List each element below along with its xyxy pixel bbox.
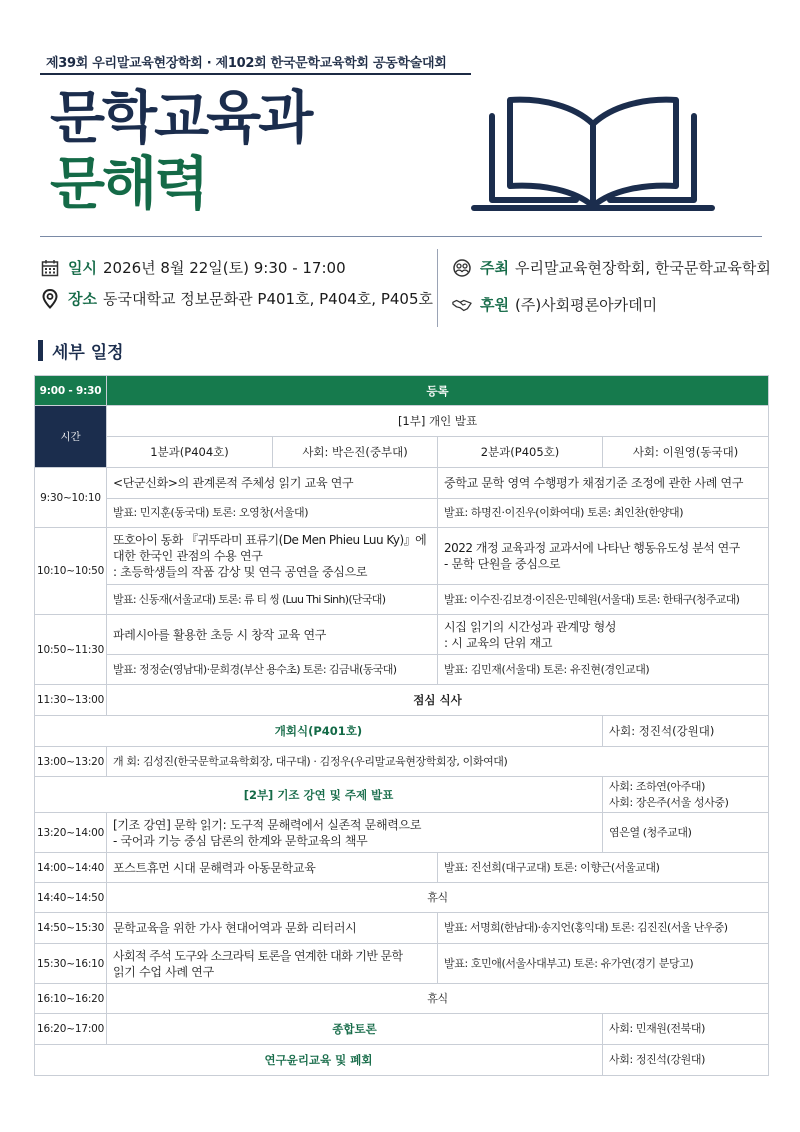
title-line: 또호아이 동화 『귀뚜라미 표류기(De Men Phieu Luu Ky)』에	[113, 533, 427, 547]
table-row	[35, 777, 769, 813]
title-line: 시집 읽기의 시간성과 관계망 형성	[444, 619, 617, 634]
talk-title: 문학교육을 위한 가사 현대어역과 문화 리터러시	[107, 913, 438, 944]
place-info	[40, 288, 433, 309]
time-header: 시간	[35, 406, 107, 468]
talk-time: 14:50~15:30	[35, 913, 107, 944]
table-row	[35, 747, 769, 777]
location-pin-icon	[40, 289, 60, 309]
talk-title	[107, 944, 438, 984]
break-label: 휴식	[107, 883, 769, 913]
talk-presenters: 발표: 서명희(한남대)·송지언(홍익대) 토론: 김진진(서울 난우중)	[438, 913, 769, 944]
session-presenters: 발표: 정정순(영남대)·문희경(부산 용수초) 토론: 김금내(동국대)	[107, 655, 438, 685]
main-divider	[40, 236, 762, 237]
host-info	[452, 257, 771, 278]
session-title: <단군신화>의 관계론적 주체성 읽기 교육 연구	[107, 468, 438, 499]
table-row	[35, 528, 769, 585]
title-line-2: 문해력	[50, 151, 207, 217]
room1-chair: 사회: 박은진(중부대)	[273, 437, 438, 468]
session-title	[107, 528, 438, 585]
keynote-time: 13:20~14:00	[35, 813, 107, 853]
handshake-icon	[452, 295, 472, 315]
table-row	[35, 716, 769, 747]
header-rule	[40, 73, 471, 75]
session-time: 10:50~11:30	[35, 615, 107, 685]
sponsor-value: (주)사회평론아카데미	[514, 296, 658, 314]
part1-title: [1부] 개인 발표	[107, 406, 769, 437]
table-row	[35, 883, 769, 913]
table-row	[35, 944, 769, 984]
discussion-label: 종합토론	[107, 1014, 603, 1045]
part2-chair-2: 사회: 장은주(서울 성사중)	[609, 795, 729, 809]
place-value: 동국대학교 정보문화관 P401호, P404호, P405호	[102, 290, 433, 308]
host-value: 우리말교육현장학회, 한국문학교육학회	[514, 259, 771, 277]
session-title: 중학교 문학 영역 수행평가 채점기준 조정에 관한 사례 연구	[438, 468, 769, 499]
discussion-chair: 사회: 민재원(전북대)	[603, 1014, 769, 1045]
section-bar	[38, 340, 43, 361]
table-row	[35, 685, 769, 716]
table-row	[35, 437, 769, 468]
table-row	[35, 585, 769, 615]
table-row	[35, 615, 769, 655]
date-key: 일시	[68, 259, 97, 277]
room2-chair: 사회: 이원영(동국대)	[603, 437, 769, 468]
event-label: 제39회 우리말교육현장학회 · 제102회 한국문학교육학회 공동학술대회	[46, 56, 447, 71]
session-time: 9:30~10:10	[35, 468, 107, 528]
host-key: 주최	[480, 259, 509, 277]
session-presenters: 발표: 하명진·이진우(이화여대) 토론: 최인찬(한양대)	[438, 499, 769, 528]
session-presenters: 발표: 민지훈(동국대) 토론: 오영창(서울대)	[107, 499, 438, 528]
session-title	[438, 615, 769, 655]
part2-title: [2부] 기조 강연 및 주제 발표	[35, 777, 603, 813]
table-row	[35, 853, 769, 883]
break-label: 휴식	[107, 984, 769, 1014]
title-line: : 시 교육의 단위 재고	[444, 635, 553, 650]
table-row	[35, 1014, 769, 1045]
registration-time: 9:00 - 9:30	[35, 376, 107, 406]
room1-label: 1분과(P404호)	[107, 437, 273, 468]
break-time: 16:10~16:20	[35, 984, 107, 1014]
table-row	[35, 913, 769, 944]
session-presenters: 발표: 김민재(서울대) 토론: 유진현(경인교대)	[438, 655, 769, 685]
opening-speech-time: 13:00~13:20	[35, 747, 107, 777]
calendar-icon	[40, 258, 60, 278]
sponsor-info	[452, 294, 657, 315]
place-key: 장소	[68, 290, 97, 308]
title-line: 2022 개정 교육과정 교과서에 나타난 행동유도성 분석 연구	[444, 541, 740, 555]
lunch-time: 11:30~13:00	[35, 685, 107, 716]
table-row	[35, 813, 769, 853]
part2-chair-1: 사회: 조하연(아주대)	[609, 779, 705, 793]
section-heading	[38, 338, 124, 363]
title-line: 사회적 주석 도구와 소크라틱 토론을 연계한 대화 기반 문학	[113, 948, 403, 963]
talk-title: 포스트휴먼 시대 문해력과 아동문학교육	[107, 853, 438, 883]
keynote-speaker: 염은열 (청주교대)	[603, 813, 769, 853]
table-row	[35, 406, 769, 437]
opening-speech-text: 개 회: 김성진(한국문학교육학회장, 대구대) · 김정우(우리말교육현장학회장, 이화여대)	[107, 747, 769, 777]
keynote-title	[107, 813, 603, 853]
title-line: 대한 한국인 관점의 수용 연구	[113, 549, 263, 563]
session-presenters: 발표: 이수진·김보경·이진은·민혜원(서울대) 토론: 한태구(청주교대)	[438, 585, 769, 615]
session-title: 파레시아를 활용한 초등 시 창작 교육 연구	[107, 615, 438, 655]
talk-time: 14:00~14:40	[35, 853, 107, 883]
people-icon	[452, 258, 472, 278]
registration-label: 등록	[107, 376, 769, 406]
table-row	[35, 468, 769, 499]
info-divider	[437, 249, 438, 327]
title-line: - 국어과 기능 중심 담론의 한계와 문학교육의 책무	[113, 833, 368, 848]
closing-label: 연구윤리교육 및 폐회	[35, 1045, 603, 1076]
section-title: 세부 일정	[52, 343, 124, 363]
title-line: [기조 강연] 문학 읽기: 도구적 문해력에서 실존적 문해력으로	[113, 817, 422, 832]
title-line: - 문학 단원을 중심으로	[444, 557, 561, 571]
table-row	[35, 655, 769, 685]
lunch-label: 점심 식사	[107, 685, 769, 716]
date-info	[40, 257, 346, 278]
part2-chairs	[603, 777, 769, 813]
table-row	[35, 984, 769, 1014]
table-row	[35, 499, 769, 528]
closing-chair: 사회: 정진석(강원대)	[603, 1045, 769, 1076]
table-row	[35, 1045, 769, 1076]
session-presenters: 발표: 신동재(서울교대) 토론: 류 티 씽 (Luu Thi Sinh)(단국대)	[107, 585, 438, 615]
room2-label: 2분과(P405호)	[438, 437, 603, 468]
table-row	[35, 376, 769, 406]
sponsor-key: 후원	[480, 296, 509, 314]
session-time: 10:10~10:50	[35, 528, 107, 615]
discussion-time: 16:20~17:00	[35, 1014, 107, 1045]
opening-chair: 사회: 정진석(강원대)	[603, 716, 769, 747]
talk-presenters: 발표: 진선희(대구교대) 토론: 이향근(서울교대)	[438, 853, 769, 883]
opening-label: 개회식(P401호)	[35, 716, 603, 747]
date-value: 2026년 8월 22일(토) 9:30 - 17:00	[102, 259, 346, 277]
title-line: : 초등학생들의 작품 감상 및 연극 공연을 중심으로	[113, 565, 368, 579]
break-time: 14:40~14:50	[35, 883, 107, 913]
title-line: 읽기 수업 사례 연구	[113, 964, 214, 979]
session-title	[438, 528, 769, 585]
talk-presenters: 발표: 호민애(서울사대부고) 토론: 유가연(경기 분당고)	[438, 944, 769, 984]
open-book-icon	[470, 88, 716, 214]
title-line-1: 문학교육과	[50, 85, 311, 151]
talk-time: 15:30~16:10	[35, 944, 107, 984]
schedule-table	[34, 375, 769, 1076]
